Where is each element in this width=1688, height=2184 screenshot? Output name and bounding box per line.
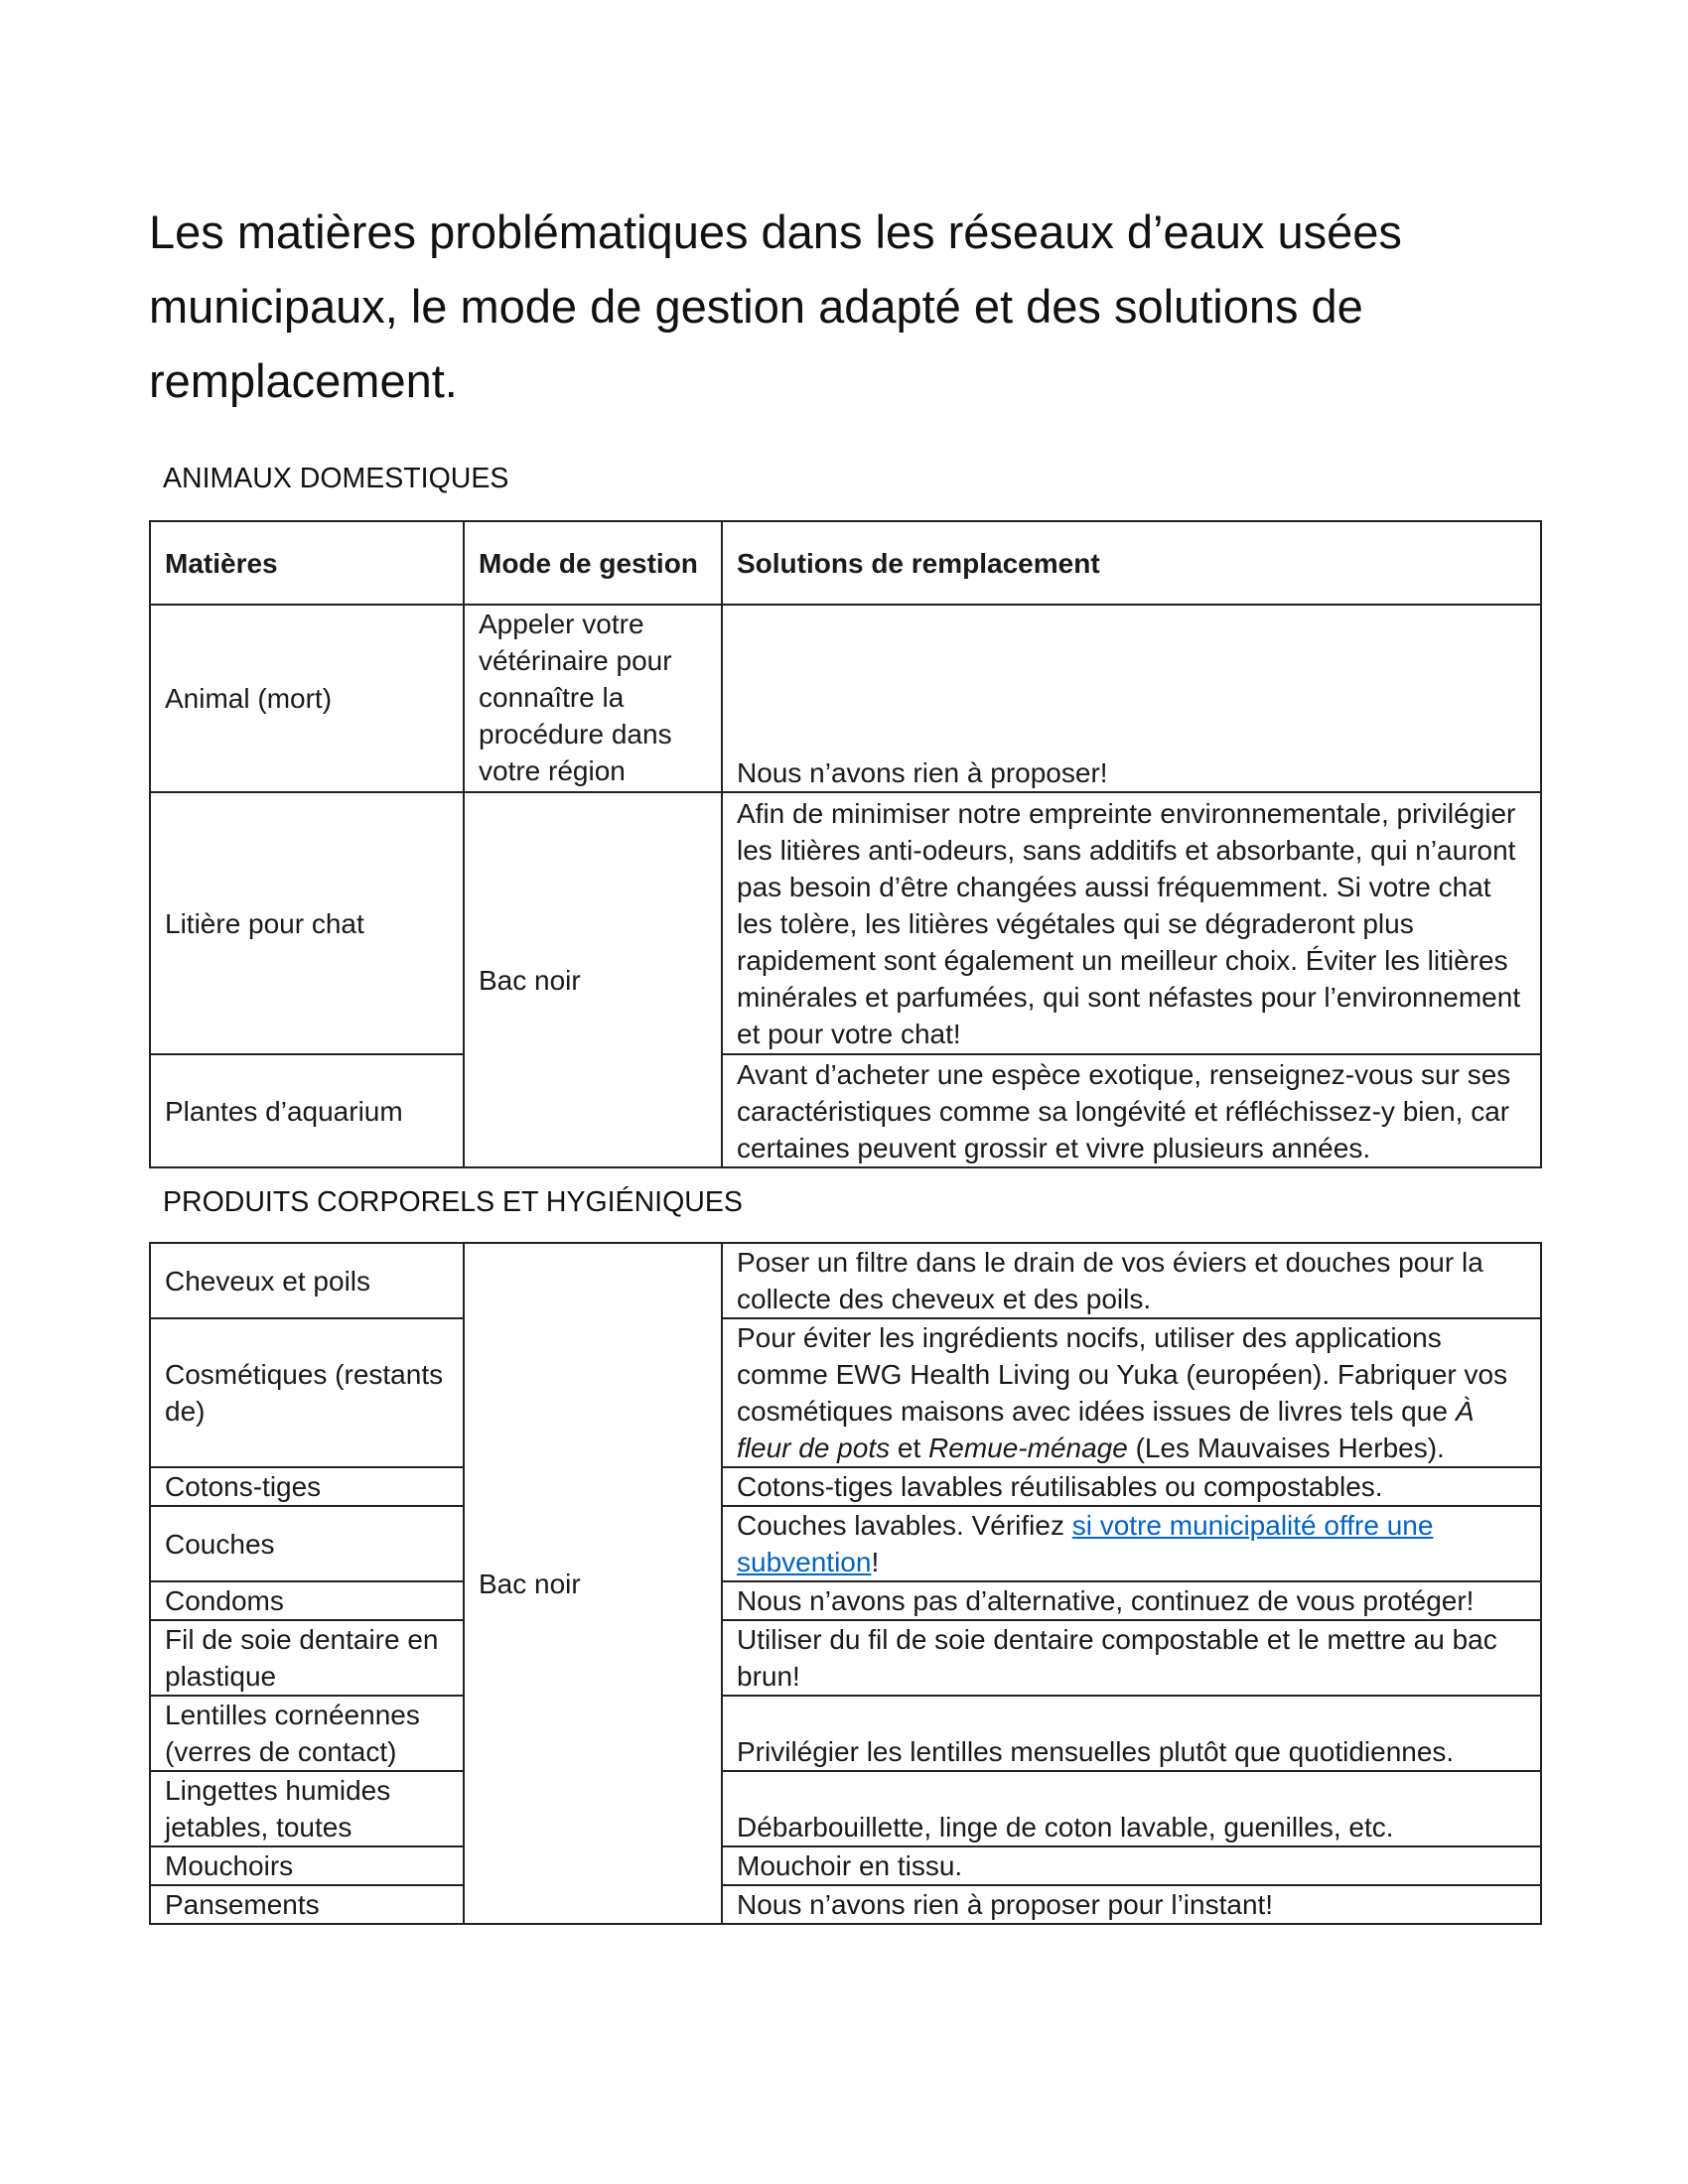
table-row [150,1243,1541,1318]
solution-text: Pour éviter les ingrédients nocifs, utiliser des applications comme EWG Health Living ou Yuka (européen). Fabriquer vos cosmétiques maisons avec idées issues de livres tels que [737,1322,1508,1427]
book-title: À fleur de pots [737,1396,1475,1463]
cell-solution: Utiliser du fil de soie dentaire compostable et le mettre au bac brun! [722,1620,1541,1696]
table-row [150,792,1541,1054]
cell-matiere: Mouchoirs [150,1846,464,1885]
cell-solution: Nous n’avons pas d’alternative, continuez de vous protéger! [722,1581,1541,1620]
cell-solution: Poser un filtre dans le drain de vos éviers et douches pour la collecte des cheveux et des poils. [722,1243,1541,1318]
header-solutions: Solutions de remplacement [722,521,1541,605]
table-row [150,1467,1541,1506]
table-row [150,1885,1541,1924]
cell-matiere: Cheveux et poils [150,1243,464,1318]
solution-text: (Les Mauvaises Herbes). [1127,1433,1445,1463]
section-heading-animaux: ANIMAUX DOMESTIQUES [163,463,509,494]
cell-matiere: Litière pour chat [150,792,464,1054]
cell-solution: Mouchoir en tissu. [722,1846,1541,1885]
table-produits-corporels [149,1242,1542,1925]
cell-matiere: Cosmétiques (restants de) [150,1318,464,1467]
cell-solution: Avant d’acheter une espèce exotique, renseignez-vous sur ses caractéristiques comme sa longévité et réfléchissez-y bien, car certaines peuvent grossir et vivre plusieurs années. [722,1054,1541,1167]
table-row [150,1581,1541,1620]
table-row [150,1771,1541,1846]
header-mode-de-gestion: Mode de gestion [464,521,722,605]
table-row [150,1620,1541,1696]
header-matieres: Matières [150,521,464,605]
table-row [150,1846,1541,1885]
cell-gestion: Bac noir [464,792,722,1167]
table-row [150,605,1541,792]
solution-text: Couches lavables. Vérifiez [737,1510,1072,1541]
cell-matiere: Animal (mort) [150,605,464,792]
table-row [150,1696,1541,1771]
solution-text: ! [871,1547,880,1577]
subvention-link[interactable]: si votre municipalité offre une subvention [737,1510,1434,1577]
cell-solution: Cotons-tiges lavables réutilisables ou compostables. [722,1467,1541,1506]
cell-matiere: Fil de soie dentaire en plastique [150,1620,464,1696]
cell-matiere: Lentilles cornéennes (verres de contact) [150,1696,464,1771]
solution-text: et [890,1433,929,1463]
cell-solution: Nous n’avons rien à proposer pour l’instant! [722,1885,1541,1924]
cell-matiere: Pansements [150,1885,464,1924]
cell-solution: Débarbouillette, linge de coton lavable, guenilles, etc. [722,1771,1541,1846]
page-title: Les matières problématiques dans les réseaux d’eaux usées municipaux, le mode de gestion adapté et des solutions de remplacement. [149,205,1402,407]
cell-solution [722,1506,1541,1581]
cell-solution [722,1318,1541,1467]
cell-solution: Nous n’avons rien à proposer! [722,605,1541,792]
cell-solution: Privilégier les lentilles mensuelles plutôt que quotidiennes. [722,1696,1541,1771]
cell-matiere: Lingettes humides jetables, toutes [150,1771,464,1846]
cell-matiere: Cotons-tiges [150,1467,464,1506]
table-row [150,1506,1541,1581]
cell-gestion: Bac noir [464,1243,722,1924]
section-heading-produits: PRODUITS CORPORELS ET HYGIÉNIQUES [163,1186,743,1218]
cell-matiere: Plantes d’aquarium [150,1054,464,1167]
book-title: Remue-ménage [928,1433,1128,1463]
table-animaux-domestiques [149,520,1542,1168]
cell-matiere: Condoms [150,1581,464,1620]
cell-gestion: Appeler votre vétérinaire pour connaître la procédure dans votre région [464,605,722,792]
cell-matiere: Couches [150,1506,464,1581]
cell-solution: Afin de minimiser notre empreinte environnementale, privilégier les litières anti-odeurs, sans additifs et absorbante, qui n’auront pas besoin d’être changées aussi fréquemment. Si votre chat les tolère, les litières végétales qui se dégraderont plus rapidement sont également un meilleur choix. Éviter les litières minérales et parfumées, qui sont néfastes pour l’environnement et pour votre chat! [722,792,1541,1054]
table-header-row [150,521,1541,605]
table-row [150,1054,1541,1167]
table-row [150,1318,1541,1467]
